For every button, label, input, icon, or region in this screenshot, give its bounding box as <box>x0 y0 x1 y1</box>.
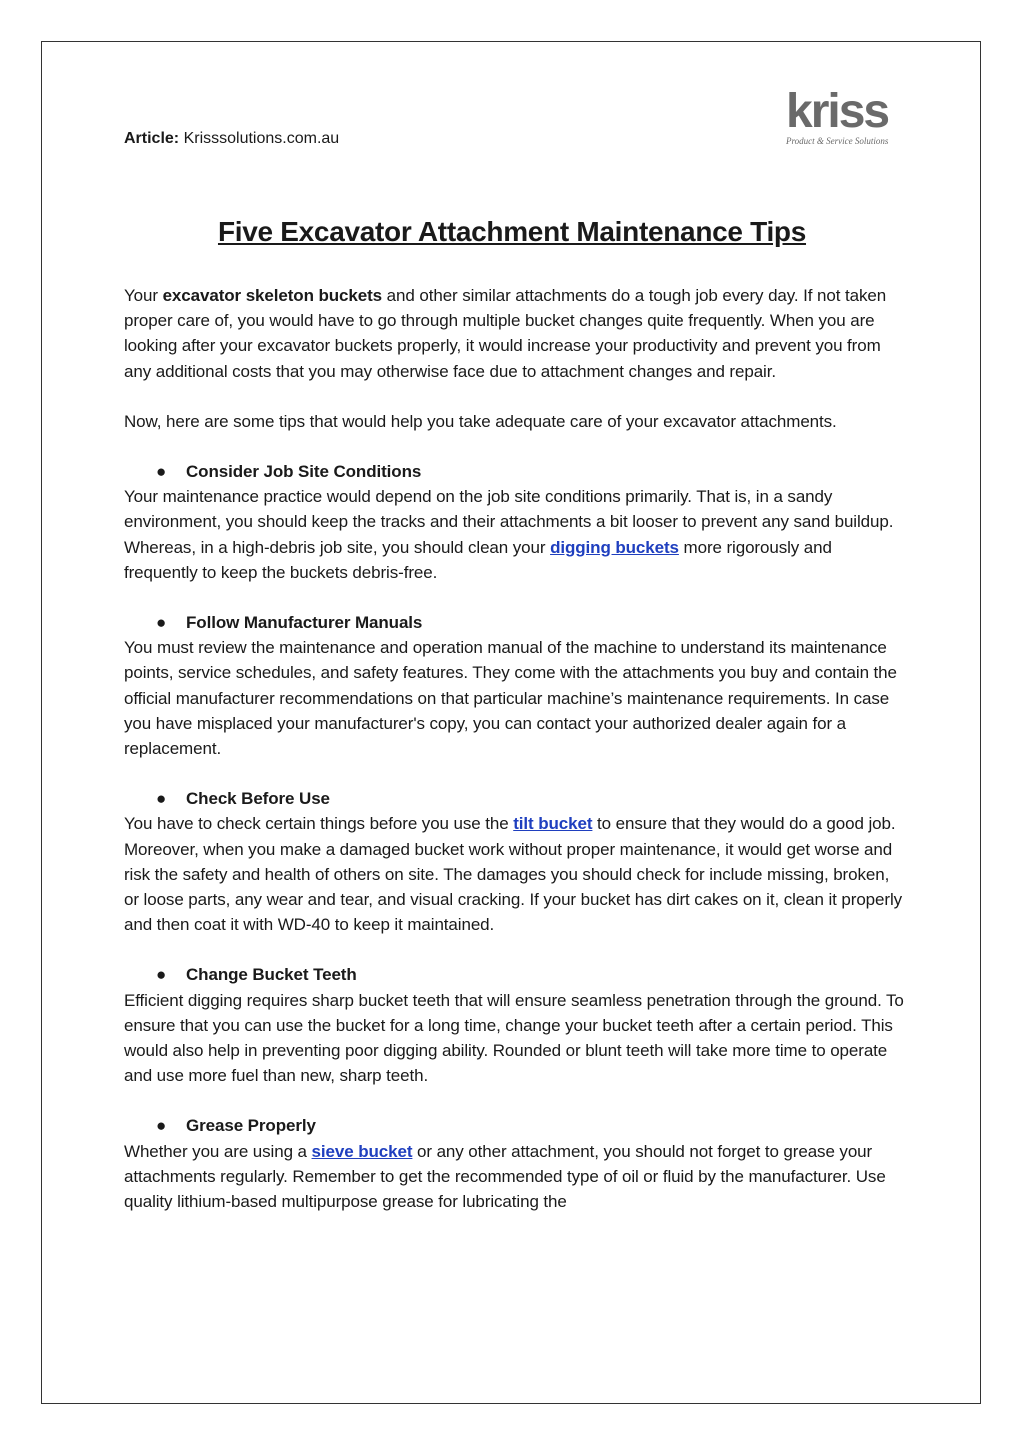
section-text: Your maintenance practice would depend on the job site conditions primarily. That is, in a sandy environment, you should keep the tracks and their attachments a bit looser to prevent any sand buildup. Whereas, in a high-debris job site, you should clean your <box>124 487 894 557</box>
section-heading-text: Change Bucket Teeth <box>186 965 357 985</box>
article-body <box>124 283 904 1214</box>
section-body-check <box>124 811 904 937</box>
article-source-line <box>124 128 339 150</box>
article-label: Article: <box>124 130 180 147</box>
bullet-icon: ● <box>156 613 167 633</box>
bullet-icon: ● <box>156 789 167 809</box>
section-text: You have to check certain things before you use the <box>124 814 514 834</box>
section-heading-text: Consider Job Site Conditions <box>186 462 422 482</box>
section-heading-grease <box>124 1113 904 1138</box>
bullet-icon: ● <box>156 965 167 985</box>
document-title: Five Excavator Attachment Maintenance Tips <box>217 216 807 247</box>
section-heading-teeth <box>124 962 904 987</box>
digging-buckets-link[interactable]: digging buckets <box>550 537 679 557</box>
section-body-teeth: Efficient digging requires sharp bucket teeth that will ensure seamless penetration through the ground. To ensure that you can use the bucket for a long time, change your bucket teeth after a certain period. This would also help in preventing poor digging ability. Rounded or blunt teeth will take more time to operate and use more fuel than new, sharp teeth. <box>124 990 904 1086</box>
intro-paragraph-1 <box>124 283 904 384</box>
section-heading-text: Check Before Use <box>186 789 330 809</box>
section-heading-text: Grease Properly <box>186 1116 316 1136</box>
section-heading-text: Follow Manufacturer Manuals <box>186 613 423 633</box>
section-text: more rigorously and frequently to keep the buckets debris-free. <box>124 537 832 582</box>
section-body-grease <box>124 1139 904 1215</box>
kriss-logo <box>786 85 900 150</box>
section-heading-check <box>124 786 904 811</box>
section-body-manuals: You must review the maintenance and operation manual of the machine to understand its maintenance points, service schedules, and safety features. They come with the attachments you buy and contain the official manufacturer recommendations on that particular machine’s maintenance requirements. In case you have misplaced your manufacturer's copy, you can contact your authorized dealer again for a replacement. <box>124 638 897 759</box>
bullet-icon: ● <box>156 1116 167 1136</box>
sieve-bucket-link[interactable]: sieve bucket <box>311 1141 413 1161</box>
logo-word: kriss <box>786 85 889 138</box>
section-text: or any other attachment, you should not forget to grease your attachments regularly. Remember to get the recommended type of oil or fluid by the manufacturer. Use quality lithium-based multipurpose grease for lubricating the <box>124 1141 886 1212</box>
section-text: Whether you are using a <box>124 1141 312 1161</box>
intro-paragraph-2: Now, here are some tips that would help you take adequate care of your excavator attachments. <box>124 411 837 431</box>
article-source: Krisssolutions.com.au <box>183 130 340 147</box>
tilt-bucket-link[interactable]: tilt bucket <box>513 814 593 834</box>
intro-text: and other similar attachments do a tough job every day. If not taken proper care of, you would have to go through multiple bucket changes quite frequently. When you are looking after your excavator buckets properly, it would increase your productivity and prevent you from any additional costs that you may otherwise face due to attachment changes and repair. <box>124 286 887 381</box>
intro-bold-term: excavator skeleton buckets <box>162 286 383 305</box>
section-heading-job-site <box>124 459 904 484</box>
section-heading-manuals <box>124 610 904 635</box>
section-text: to ensure that they would do a good job. Moreover, when you make a damaged bucket work without proper maintenance, it would get worse and risk the safety and health of others on site. The damages you should check for include missing, broken, or loose parts, any wear and tear, and visual cracking. If your bucket has dirt cakes on it, clean it properly and then coat it with WD-40 to keep it maintained. <box>124 814 903 935</box>
bullet-icon: ● <box>156 462 167 482</box>
intro-text: Your <box>124 286 163 305</box>
logo-tagline: Product & Service Solutions <box>786 136 889 146</box>
section-body-job-site <box>124 484 904 585</box>
